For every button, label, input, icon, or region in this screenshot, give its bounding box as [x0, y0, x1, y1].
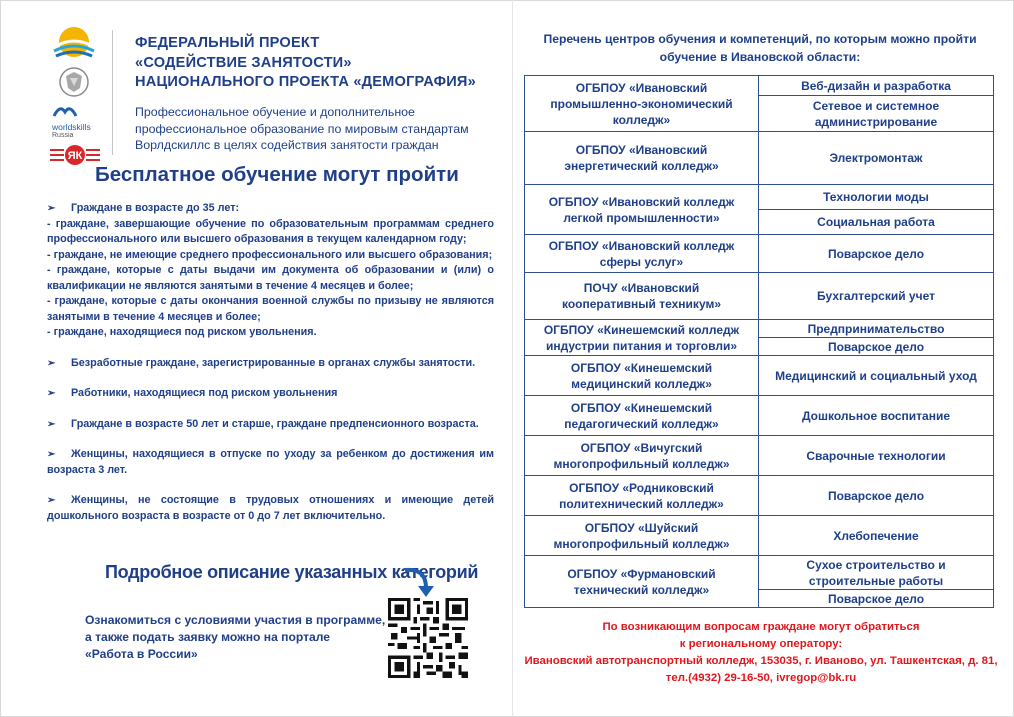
center-name-line: ОГБПОУ «Вичугский [580, 440, 703, 455]
center-name-line: ОГБПОУ «Кинешемский [570, 400, 713, 415]
eligibility-item [47, 417, 494, 433]
centers-list-title [521, 30, 999, 66]
center-name-line: медицинский колледж» [571, 376, 712, 391]
worldskills-text: worldskills [52, 122, 91, 132]
skill-cell: Хлебопечение [759, 516, 994, 556]
eligibility-text: Граждане в возрасте 50 лет и старше, граждане предпенсионного возраста. [71, 417, 479, 430]
eligibility-subitem: - граждане, которые с даты выдачи им документа об образовании и (или) о квалификации не являются занятыми в течение 4 месяцев и более; [47, 264, 494, 292]
skill-cell: Поварское дело [759, 235, 994, 273]
railway-logo-icon [50, 144, 100, 166]
center-name-cell [525, 273, 759, 320]
centers-title-line: Перечень центров обучения и компетенций, по которым можно пройти [543, 32, 977, 46]
eligibility-title: Граждане в возрасте до 35 лет: [71, 202, 240, 214]
table-row [525, 476, 994, 516]
center-name-cell [525, 76, 759, 132]
table-row [525, 185, 994, 210]
skill-text: Сухое строительство и строительные работы [806, 557, 946, 588]
center-name-line: легкой промышленности» [563, 210, 720, 225]
center-name-line: ОГБПОУ «Родниковский [569, 480, 714, 495]
table-row [525, 436, 994, 476]
subtitle-line: Ворлдскиллс в целях содействия занятости граждан [135, 138, 439, 152]
skill-cell: Бухгалтерский учет [759, 273, 994, 320]
eligibility-text: Работники, находящиеся под риском увольнения [71, 387, 338, 399]
center-name-cell [525, 132, 759, 185]
eligibility-text: Безработные граждане, зарегистрированные в органах службы занятости. [71, 356, 476, 369]
center-name-line: ОГБПОУ «Ивановский [575, 143, 708, 157]
coat-of-arms-icon [50, 66, 98, 98]
worldskills-logo [52, 104, 105, 140]
contact-address: Ивановский автотранспортный колледж, 153035, г. Иваново, ул. Ташкентская, д. 81, [524, 655, 998, 667]
portal-line: а также подать заявку можно на портале [85, 630, 330, 644]
eligibility-list [47, 201, 494, 524]
logo-separator [112, 30, 113, 155]
eligibility-subitem: - граждане, завершающие обучение по образовательным программам среднего профессионального или высшего образования в текущем календарном году; [47, 217, 494, 245]
table-row [525, 132, 994, 185]
portal-line: «Работа в России» [85, 647, 198, 661]
curved-arrow-icon [402, 566, 436, 600]
center-name-line: ОГБПОУ «Кинешемский [570, 360, 713, 375]
center-name-line: технический колледж» [573, 582, 710, 597]
subtitle-line: профессиональное образование по мировым стандартам [135, 121, 469, 136]
arrow-bullet-icon: ➢ [47, 418, 56, 430]
center-name-line: ОГБПОУ «Ивановский колледж [548, 194, 735, 209]
center-name-line: энергетический колледж» [564, 159, 719, 173]
center-name-line: ОГБПОУ «Ивановский [575, 80, 708, 95]
logo-column [50, 26, 105, 172]
center-name-cell [525, 185, 759, 235]
eligibility-item [47, 356, 494, 372]
eligibility-text: Женщины, не состоящие в трудовых отношениях и имеющие детей дошкольного возраста в возрасте от 0 до 7 лет включительно. [47, 494, 494, 522]
categories-details-link[interactable]: Подробное описание указанных категорий [105, 562, 479, 582]
arrow-bullet-icon: ➢ [47, 357, 56, 369]
sun-waves-logo-icon [50, 26, 98, 60]
skill-cell: Дошкольное воспитание [759, 396, 994, 436]
worldskills-mark-icon [52, 104, 78, 118]
project-title-line: НАЦИОНАЛЬНОГО ПРОЕКТА «ДЕМОГРАФИЯ» [135, 74, 476, 90]
skill-cell [759, 96, 994, 132]
center-name-line: ПОЧУ «Ивановский [583, 281, 700, 295]
table-row [525, 235, 994, 273]
eligibility-subitem: - граждане, не имеющие среднего профессионального или высшего образования; [47, 248, 493, 261]
svg-text:ЯК: ЯК [67, 150, 83, 162]
center-name-line: ОГБПОУ «Фурмановский [567, 566, 716, 581]
qr-code-icon[interactable] [388, 598, 468, 678]
table-row [525, 273, 994, 320]
skill-cell: Поварское дело [759, 476, 994, 516]
arrow-bullet-icon: ➢ [47, 388, 56, 399]
skill-cell: Поварское дело [759, 590, 994, 608]
portal-line: Ознакомиться с условиями участия в программе, [85, 613, 386, 627]
center-name-cell [525, 476, 759, 516]
arrow-bullet-icon: ➢ [47, 203, 56, 214]
skill-cell: Технологии моды [759, 185, 994, 210]
skill-cell: Сварочные технологии [759, 436, 994, 476]
worldskills-subtext: Russia [52, 132, 74, 139]
project-subtitle [135, 104, 500, 154]
project-title-line: «СОДЕЙСТВИЕ ЗАНЯТОСТИ» [135, 54, 352, 71]
center-name-line: ОГБПОУ «Кинешемский колледж [543, 322, 740, 337]
center-name-line: ОГБПОУ «Шуйский [584, 520, 699, 535]
center-name-line: многопрофильный колледж» [553, 536, 730, 551]
center-name-cell [525, 320, 759, 356]
table-row [525, 320, 994, 338]
arrow-bullet-icon: ➢ [47, 495, 56, 506]
contact-info [516, 619, 1006, 687]
eligibility-subitem: - граждане, находящиеся под риском увольнения. [47, 326, 317, 338]
skill-cell: Социальная работа [759, 210, 994, 235]
center-name-cell [525, 436, 759, 476]
center-name-cell [525, 396, 759, 436]
skill-cell [759, 556, 994, 590]
table-row [525, 76, 994, 96]
contact-phone-email: тел.(4932) 29-16-50, ivregop@bk.ru [665, 672, 857, 684]
skill-cell: Предпринимательство [759, 320, 994, 338]
fold-line [512, 0, 513, 717]
center-name-line: колледж» [612, 112, 671, 127]
center-name-cell [525, 356, 759, 396]
free-training-heading: Бесплатное обучение могут пройти [95, 163, 459, 186]
project-title [135, 34, 495, 93]
center-name-line: кооперативный техникум» [561, 297, 722, 311]
project-title-line: ФЕДЕРАЛЬНЫЙ ПРОЕКТ [135, 35, 320, 51]
eligibility-subitem: - граждане, которые с даты окончания военной службы по призыву не являются занятыми в течение 4 месяцев и более; [47, 295, 494, 323]
center-name-line: педагогический колледж» [564, 416, 719, 431]
center-name-line: промышленно-экономический [550, 96, 733, 111]
eligibility-item [47, 447, 494, 478]
center-name-cell [525, 235, 759, 273]
centers-title-line: обучение в Ивановской области: [659, 50, 861, 64]
center-name-cell [525, 516, 759, 556]
center-name-line: ОГБПОУ «Ивановский колледж [548, 238, 735, 253]
center-name-cell [525, 556, 759, 608]
training-centers-table [524, 75, 994, 608]
table-row [525, 556, 994, 590]
eligibility-item [47, 493, 494, 524]
table-row [525, 356, 994, 396]
table-row [525, 516, 994, 556]
subtitle-line: Профессиональное обучение и дополнительное [135, 105, 415, 119]
table-row [525, 396, 994, 436]
portal-info [85, 612, 385, 663]
skill-text: Сетевое и системное администрирование [812, 98, 940, 129]
center-name-line: сферы услуг» [599, 254, 684, 269]
skill-cell: Поварское дело [759, 338, 994, 356]
skill-cell: Электромонтаж [759, 132, 994, 185]
contact-line: По возникающим вопросам граждане могут обратиться [602, 621, 920, 633]
center-name-line: политехнический колледж» [559, 496, 724, 511]
contact-line: к региональному оператору: [679, 638, 843, 650]
eligibility-item [47, 386, 494, 402]
skill-cell: Веб-дизайн и разработка [759, 76, 994, 96]
center-name-line: многопрофильный колледж» [553, 456, 730, 471]
skill-cell: Медицинский и социальный уход [759, 356, 994, 396]
center-name-line: индустрии питания и торговли» [545, 338, 738, 353]
arrow-bullet-icon: ➢ [47, 449, 56, 460]
eligibility-text: Женщины, находящиеся в отпуске по уходу за ребенком до достижения им возраста 3 лет. [47, 448, 494, 476]
eligibility-item [47, 201, 494, 341]
